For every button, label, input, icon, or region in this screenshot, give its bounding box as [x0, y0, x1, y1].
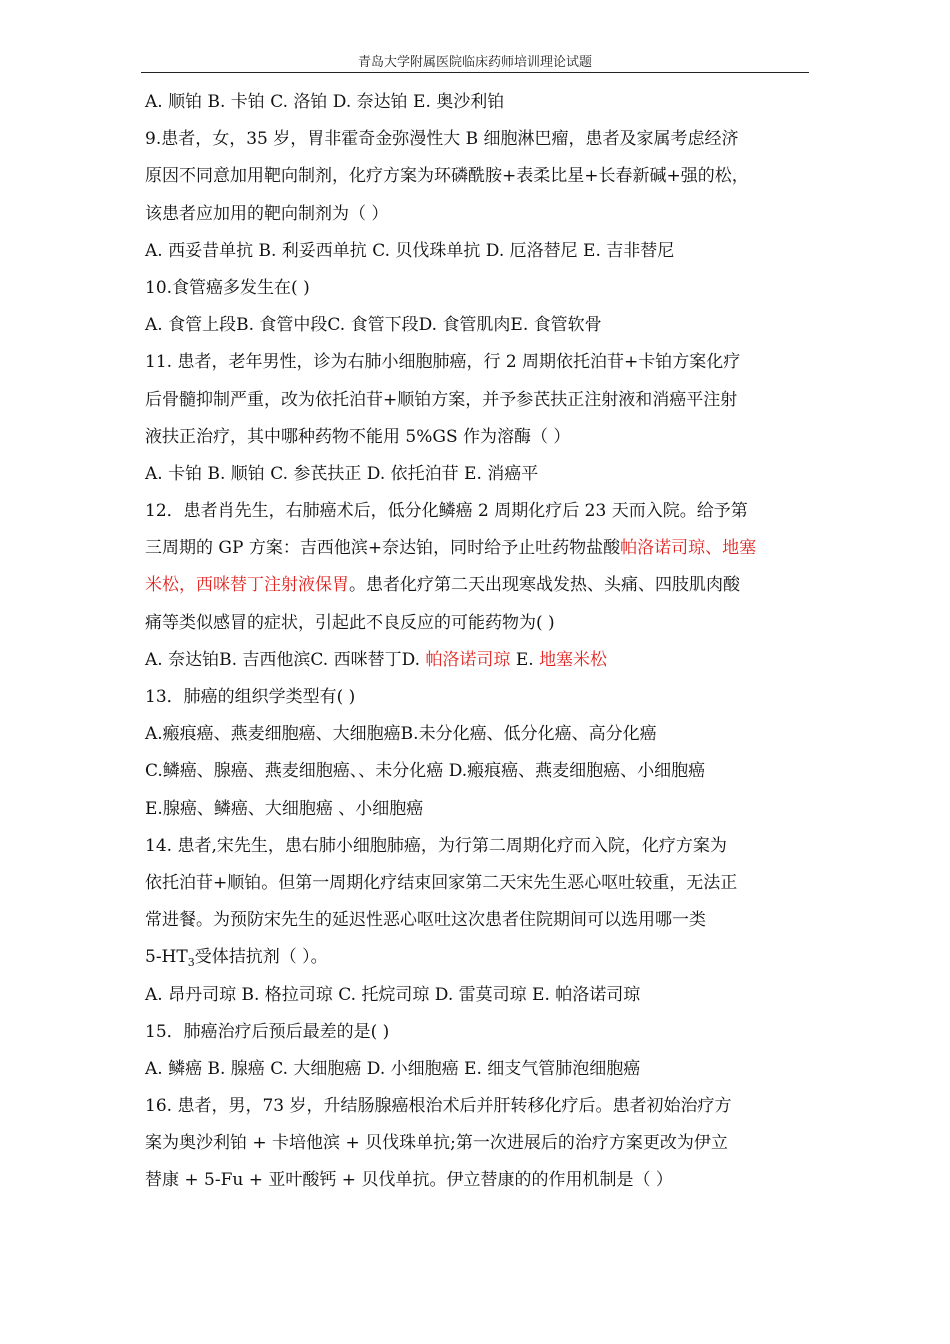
q11-options: A. 卡铂 B. 顺铂 C. 参芪扶正 D. 依托泊苷 E. 消癌平 — [145, 463, 539, 484]
q14-subscript: 3 — [187, 956, 195, 970]
q12-highlight-drugs: 帕洛诺司琼、地塞 — [620, 538, 757, 559]
q12-stem-line-2 — [145, 530, 813, 567]
q16-stem-line-2: 案为奥沙利铂 + 卡培他滨 + 贝伐珠单抗;第一次进展后的治疗方案更改为伊立 — [145, 1133, 728, 1154]
q9-stem-line-1: 9.患者，女，35 岁，胃非霍奇金弥漫性大 B 细胞淋巴瘤，患者及家属考虑经济 — [145, 129, 739, 150]
q12-stem-line-4: 痛等类似感冒的症状，引起此不良反应的可能药物为( ) — [145, 612, 555, 633]
q12-stem-text-cont: 。患者化疗第二天出现寒战发热、头痛、四肢肌肉酸 — [349, 575, 740, 596]
exam-content — [145, 84, 813, 1200]
q12-options — [145, 642, 813, 679]
q14-stem-line-2: 依托泊苷+顺铂。但第一周期化疗结束回家第二天宋先生恶心呕吐较重，无法正 — [145, 872, 738, 893]
q13-stem: 13．肺癌的组织学类型有( ) — [145, 687, 356, 707]
q14-stem-text-end: 受体拮抗剂（ ）。 — [194, 947, 328, 968]
q11-stem-line-2: 后骨髓抑制严重，改为依托泊苷+顺铂方案，并予参芪扶正注射液和消癌平注射 — [145, 389, 738, 410]
q12-stem-line-1: 12．患者肖先生，右肺癌术后，低分化鳞癌 2 周期化疗后 23 天而入院。给予第 — [145, 501, 748, 522]
q15-stem: 15．肺癌治疗后预后最差的是( ) — [145, 1021, 390, 1042]
q12-option-e-label: E. — [510, 649, 540, 670]
q16-stem-line-1: 16. 患者，男，73 岁，升结肠腺癌根治术后并肝转移化疗后。患者初始治疗方 — [145, 1096, 732, 1117]
q9-options: A. 西妥昔单抗 B. 利妥西单抗 C. 贝伐珠单抗 D. 厄洛替尼 E. 吉非替尼 — [145, 240, 675, 261]
q12-options-text: A. 奈达铂B. 吉西他滨C. 西咪替丁D. — [145, 649, 426, 670]
q13-options-ab: A.瘢痕癌、燕麦细胞癌、大细胞癌B.未分化癌、低分化癌、高分化癌 — [145, 724, 657, 745]
q14-stem-line-4 — [145, 939, 813, 976]
q12-highlight-drugs-cont: 米松，西咪替丁注射液保胃 — [145, 575, 349, 596]
q11-stem-line-1: 11. 患者，老年男性，诊为右肺小细胞肺癌，行 2 周期依托泊苷+卡铂方案化疗 — [145, 352, 741, 373]
q14-stem-line-1: 14. 患者,宋先生，患右肺小细胞肺癌，为行第二周期化疗而入院，化疗方案为 — [145, 835, 727, 856]
page-header-title: 青岛大学附属医院临床药师培训理论试题 — [357, 55, 592, 70]
q10-options: A. 食管上段B. 食管中段C. 食管下段D. 食管肌肉E. 食管软骨 — [145, 315, 602, 336]
q14-5ht-text: 5-HT — [145, 947, 188, 968]
q16-stem-line-3: 替康 + 5-Fu + 亚叶酸钙 + 贝伐单抗。伊立替康的的作用机制是（ ） — [145, 1170, 673, 1191]
header-divider — [141, 72, 809, 73]
q12-stem-line-3 — [145, 567, 813, 604]
q13-options-cd: C.鳞癌、腺癌、燕麦细胞癌、、未分化癌 D.瘢痕癌、燕麦细胞癌、小细胞癌 — [145, 761, 706, 782]
q9-stem-line-2: 原因不同意加用靶向制剂，化疗方案为环磷酰胺+表柔比星+长春新碱+强的松， — [145, 166, 749, 187]
q11-stem-line-3: 液扶正治疗，其中哪种药物不能用 5%GS 作为溶酶（ ） — [145, 426, 571, 447]
q14-stem-line-3: 常进餐。为预防宋先生的延迟性恶心呕吐这次患者住院期间可以选用哪一类 — [145, 910, 706, 931]
q9-stem-line-3: 该患者应加用的靶向制剂为（ ） — [145, 203, 389, 224]
q12-option-d-highlight: 帕洛诺司琼 — [425, 649, 511, 670]
q10-stem: 10.食管癌多发生在( ) — [145, 277, 310, 298]
q8-options: A. 顺铂 B. 卡铂 C. 洛铂 D. 奈达铂 E. 奥沙利铂 — [145, 92, 505, 112]
q13-option-e: E.腺癌、鳞癌、大细胞癌 、小细胞癌 — [145, 798, 424, 819]
q12-option-e-highlight: 地塞米松 — [539, 649, 608, 670]
q12-stem-text: 三周期的 GP 方案：吉西他滨+奈达铂，同时给予止吐药物盐酸 — [145, 538, 621, 559]
q15-options: A. 鳞癌 B. 腺癌 C. 大细胞癌 D. 小细胞癌 E. 细支气管肺泡细胞癌 — [145, 1058, 641, 1079]
q14-options: A. 昂丹司琼 B. 格拉司琼 C. 托烷司琼 D. 雷莫司琼 E. 帕洛诺司琼 — [145, 984, 641, 1005]
